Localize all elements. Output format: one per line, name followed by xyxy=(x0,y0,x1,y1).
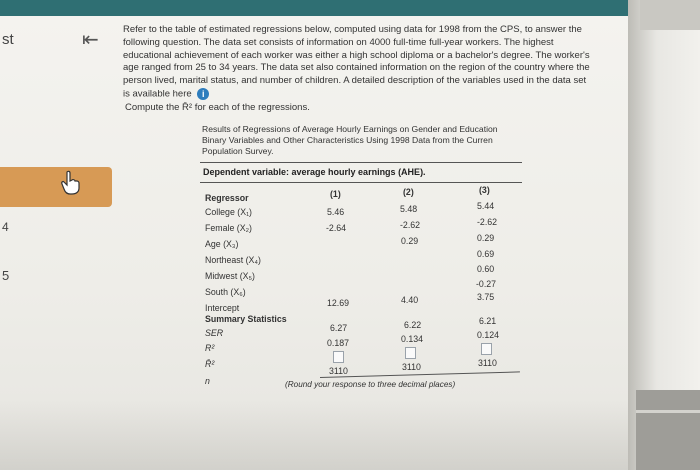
cell-female-1: -2.64 xyxy=(326,223,347,233)
row-label-adj-r2: R̄² xyxy=(205,359,215,369)
cell-r2-2: 0.134 xyxy=(401,334,424,344)
rail-label-3: 5 xyxy=(2,268,10,283)
table-rule-top xyxy=(200,162,522,163)
header-regressor: Regressor xyxy=(205,193,249,203)
cell-r2-1: 0.187 xyxy=(327,338,350,348)
row-label-south: South (X₆) xyxy=(205,287,246,297)
prompt-prefix: Compute the xyxy=(125,102,180,113)
row-label-n: n xyxy=(205,376,210,386)
background-object xyxy=(636,390,700,470)
cell-age-2: 0.29 xyxy=(401,236,419,246)
cell-midwest-3: 0.60 xyxy=(477,264,495,274)
row-label-age: Age (X₃) xyxy=(205,239,239,249)
table-caption: Results of Regressions of Average Hourly Earnings on Gender and Education Binary Variables and Other Characteristics Using 1998 Data from the Curren Population Survey. xyxy=(202,124,498,156)
cell-northeast-3: 0.69 xyxy=(477,249,495,259)
row-label-midwest: Midwest (X₅) xyxy=(205,271,255,281)
row-label-female: Female (X₂) xyxy=(205,223,252,233)
cell-south-3: -0.27 xyxy=(476,279,497,289)
row-label-ser: SER xyxy=(205,328,224,338)
question-text xyxy=(123,24,593,101)
cell-n-3: 3110 xyxy=(478,358,497,368)
row-label-college: College (X₁) xyxy=(205,207,252,217)
question-paragraph: Refer to the table of estimated regressions below, computed using data for 1998 from the CPS, to answer the following question. The data set consists of information on 4000 full-time full-year workers. The highest educational achievement of each worker was either a high school diploma or a bachelor's degree. The worker's age ranged from 25 to 34 years. The data set also contained information on the region of the country where the person lived, marital status, and number of children. A detailed description of the variables used in the data set is available here xyxy=(123,24,590,100)
photo-shadow xyxy=(0,400,628,470)
cell-college-3: 5.44 xyxy=(477,201,495,211)
bezel xyxy=(640,0,700,30)
cell-intercept-2: 4.40 xyxy=(401,295,419,305)
rail-active-item[interactable] xyxy=(0,167,112,207)
cell-ser-1: 6.27 xyxy=(330,323,348,333)
cell-age-3: 0.29 xyxy=(477,233,495,243)
info-icon[interactable]: i xyxy=(197,88,209,100)
cell-college-2: 5.48 xyxy=(400,204,418,214)
compute-prompt xyxy=(125,102,310,113)
prompt-symbol: R̄² xyxy=(182,102,193,113)
background-object-edge xyxy=(636,410,700,413)
cell-college-1: 5.46 xyxy=(327,207,345,217)
row-label-r2: R² xyxy=(205,343,215,353)
cell-intercept-1: 12.69 xyxy=(327,298,350,308)
cell-female-3: -2.62 xyxy=(477,217,498,227)
adj-r2-input-1[interactable] xyxy=(333,351,344,363)
summary-title: Summary Statistics xyxy=(205,314,287,324)
dependent-variable: Dependent variable: average hourly earnings (AHE). xyxy=(203,167,426,177)
header-col-1: (1) xyxy=(330,189,341,199)
cell-female-2: -2.62 xyxy=(400,220,421,230)
header-col-3: (3) xyxy=(479,185,490,195)
header-col-2: (2) xyxy=(403,187,414,197)
row-label-northeast: Northeast (X₄) xyxy=(205,255,261,265)
row-label-intercept: Intercept xyxy=(205,303,240,313)
adj-r2-input-3[interactable] xyxy=(481,343,492,355)
rail-label-1: st xyxy=(2,31,14,48)
cell-r2-3: 0.124 xyxy=(477,330,500,340)
rail-label-2: 4 xyxy=(2,220,9,234)
hand-cursor-icon xyxy=(60,170,82,196)
cell-ser-3: 6.21 xyxy=(479,316,497,326)
cell-intercept-3: 3.75 xyxy=(477,292,495,302)
back-to-start-icon[interactable]: ⇤ xyxy=(82,29,99,51)
rounding-note: (Round your response to three decimal places) xyxy=(285,380,456,389)
prompt-suffix: for each of the regressions. xyxy=(194,102,310,113)
top-banner xyxy=(0,0,640,16)
table-rule-header xyxy=(200,182,522,183)
adj-r2-input-2[interactable] xyxy=(405,347,416,359)
cell-n-1: 3110 xyxy=(329,366,348,376)
cell-ser-2: 6.22 xyxy=(404,320,422,330)
cell-n-2: 3110 xyxy=(402,362,421,372)
